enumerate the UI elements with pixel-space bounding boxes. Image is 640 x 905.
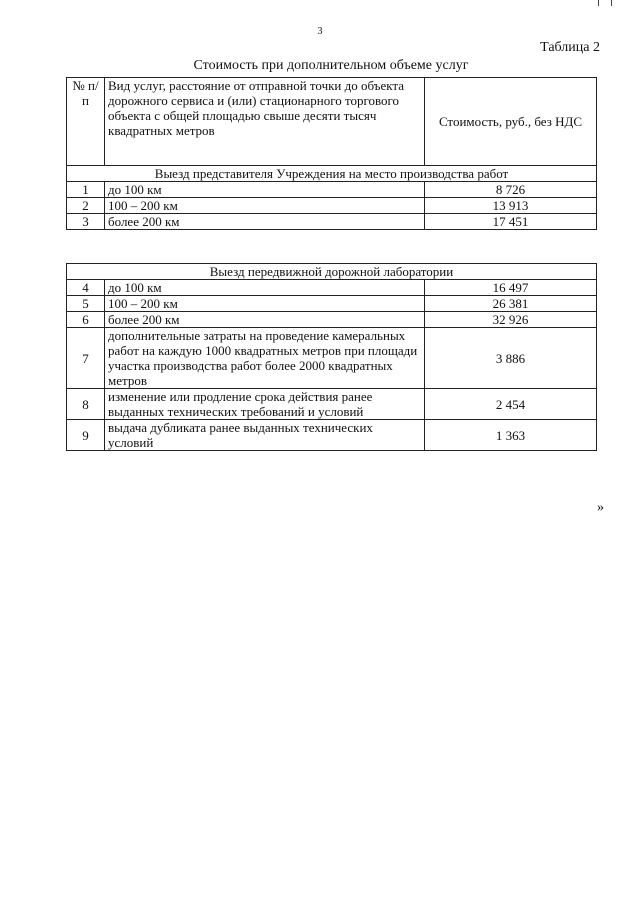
row-cost: 3 886 (425, 328, 597, 389)
section-title: Выезд передвижной дорожной лаборатории (67, 264, 597, 280)
table-label: Таблица 2 (540, 40, 600, 55)
row-desc: более 200 км (105, 214, 425, 230)
row-cost: 17 451 (425, 214, 597, 230)
row-desc: 100 – 200 км (105, 198, 425, 214)
row-desc: 100 – 200 км (105, 296, 425, 312)
section-title: Выезд представителя Учреждения на место производства работ (67, 166, 597, 182)
header-num: № п/п (67, 78, 105, 166)
row-cost: 1 363 (425, 420, 597, 451)
row-num: 1 (67, 182, 105, 198)
table-row (67, 280, 597, 296)
section-row (67, 264, 597, 280)
section-row (67, 166, 597, 182)
table-row (67, 296, 597, 312)
table-row (67, 328, 597, 389)
row-num: 8 (67, 389, 105, 420)
row-cost: 26 381 (425, 296, 597, 312)
row-num: 5 (67, 296, 105, 312)
row-num: 3 (67, 214, 105, 230)
row-cost: 8 726 (425, 182, 597, 198)
row-cost: 32 926 (425, 312, 597, 328)
row-cost: 16 497 (425, 280, 597, 296)
header-service: Вид услуг, расстояние от отправной точки до объекта дорожного сервиса и (или) стационарного торгового объекта с общей площадью свыше десяти тысяч квадратных метров (105, 78, 425, 166)
row-num: 4 (67, 280, 105, 296)
row-desc: более 200 км (105, 312, 425, 328)
row-desc: выдача дубликата ранее выданных технических условий (105, 420, 425, 451)
row-num: 7 (67, 328, 105, 389)
table-row (67, 389, 597, 420)
row-desc: дополнительные затраты на проведение камеральных работ на каждую 1000 квадратных метров при площади участка производства работ более 2000 квадратных метров (105, 328, 425, 389)
cost-table-part-2 (66, 263, 597, 451)
row-desc: до 100 км (105, 182, 425, 198)
row-desc: до 100 км (105, 280, 425, 296)
table-row (67, 214, 597, 230)
row-cost: 2 454 (425, 389, 597, 420)
page-number: 3 (317, 26, 323, 37)
row-cost: 13 913 (425, 198, 597, 214)
row-num: 9 (67, 420, 105, 451)
header-cost: Стоимость, руб., без НДС (425, 78, 597, 166)
row-num: 6 (67, 312, 105, 328)
row-desc: изменение или продление срока действия ранее выданных технических требований и условий (105, 389, 425, 420)
closing-quote: » (597, 500, 604, 515)
corner-mark (598, 0, 612, 6)
table-header-row (67, 78, 597, 166)
table-caption: Стоимость при дополнительном объеме услуг (193, 58, 469, 73)
table-row (67, 312, 597, 328)
table-row (67, 198, 597, 214)
cost-table-part-1 (66, 77, 597, 230)
table-row (67, 182, 597, 198)
row-num: 2 (67, 198, 105, 214)
table-row (67, 420, 597, 451)
